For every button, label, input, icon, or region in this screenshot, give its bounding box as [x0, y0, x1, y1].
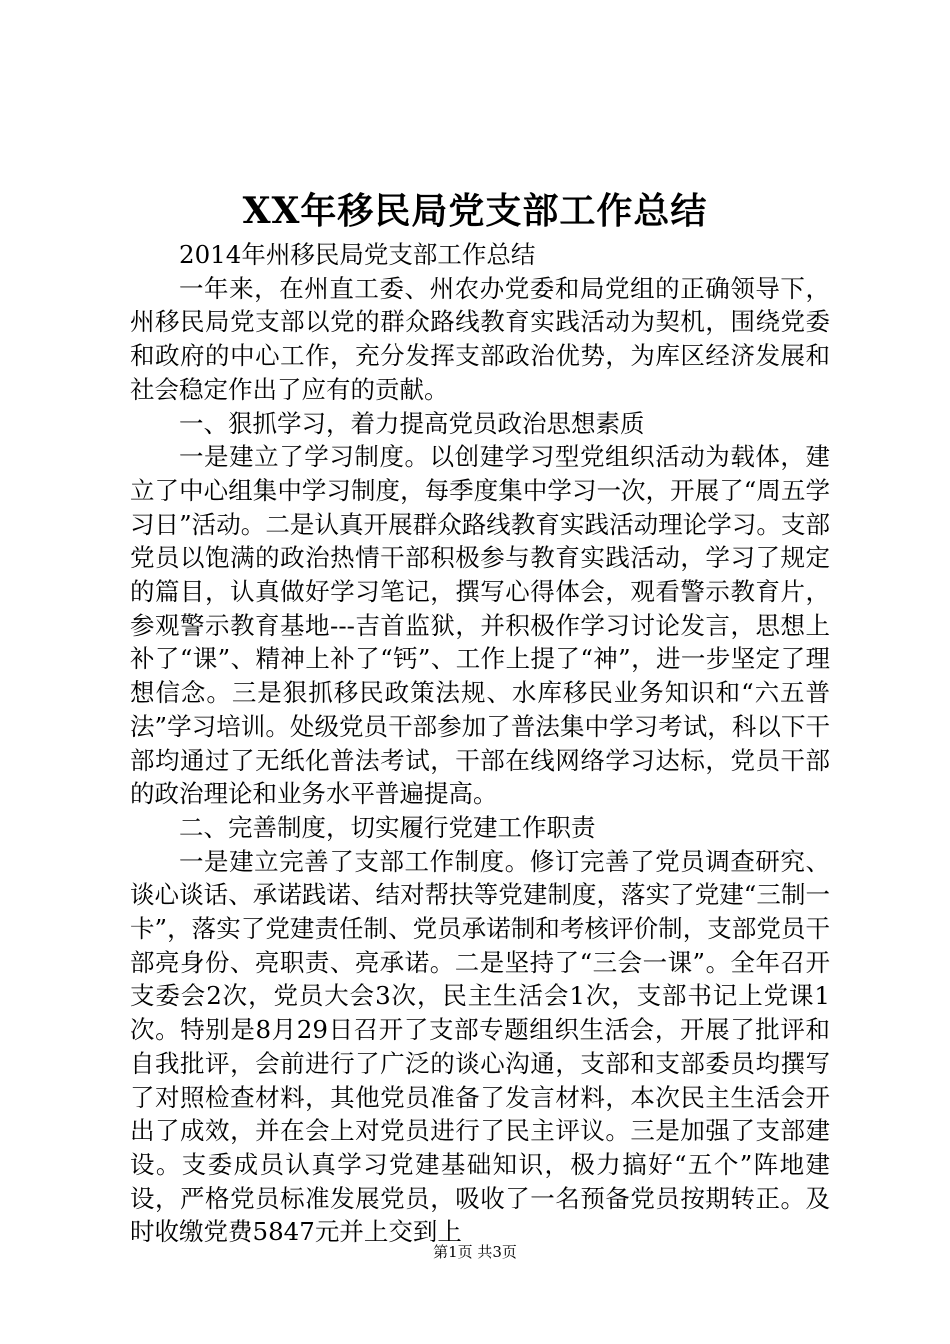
section-heading-2: 二、完善制度，切实履行党建工作职责: [179, 812, 596, 842]
section-1-paragraph: 一是建立了学习制度。以创建学习型党组织活动为载体，建立了中心组集中学习制度，每季度集中学习一次，开展了“周五学习日”活动。二是认真开展群众路线教育实践活动理论学习。支部党员以饱满的政治热情干部积极参与教育实践活动，学习了规定的篇目，认真做好学习笔记，撰写心得体会，观看警示教育片，参观警示教育基地---吉首监狱，并积极作学习讨论发言，思想上补了“课”、精神上补了“钙”、工作上提了“神”，进一步坚定了理想信念。三是狠抓移民政策法规、水库移民业务知识和“六五普法”学习培训。处级党员干部参加了普法集中学习考试，科以下干部均通过了无纸化普法考试，干部在线网络学习达标，党员干部的政治理论和业务水平普遍提高。: [130, 442, 830, 809]
subtitle-paragraph: 2014年州移民局党支部工作总结: [179, 240, 536, 269]
page-footer: 第1页 共3页: [433, 1243, 517, 1261]
document-body: [130, 238, 830, 1249]
section-heading-1: 一、狠抓学习，着力提高党员政治思想素质: [179, 408, 645, 438]
section-2-paragraph: 一是建立完善了支部工作制度。修订完善了党员调查研究、谈心谈话、承诺践诺、结对帮扶等党建制度，落实了党建“三制一卡”，落实了党建责任制、党员承诺制和考核评价制，支部党员干部亮身份、亮职责、亮承诺。二是坚持了“三会一课”。全年召开支委会2次，党员大会3次，民主生活会1次，支部书记上党课1次。特别是8月29日召开了支部专题组织生活会，开展了批评和自我批评，会前进行了广泛的谈心沟通，支部和支部委员均撰写了对照检查材料，其他党员准备了发言材料，本次民主生活会开出了成效，并在会上对党员进行了民主评议。三是加强了支部建设。支委成员认真学习党建基础知识，极力搞好“五个”阵地建设，严格党员标准发展党员，吸收了一名预备党员按期转正。及时收缴党费5847元并上交到上: [130, 846, 830, 1247]
intro-paragraph: 一年来，在州直工委、州农办党委和局党组的正确领导下，州移民局党支部以党的群众路线教育实践活动为契机，围绕党委和政府的中心工作，充分发挥支部政治优势，为库区经济发展和社会稳定作出了应有的贡献。: [130, 273, 830, 404]
document-title: XX年移民局党支部工作总结: [242, 190, 708, 232]
